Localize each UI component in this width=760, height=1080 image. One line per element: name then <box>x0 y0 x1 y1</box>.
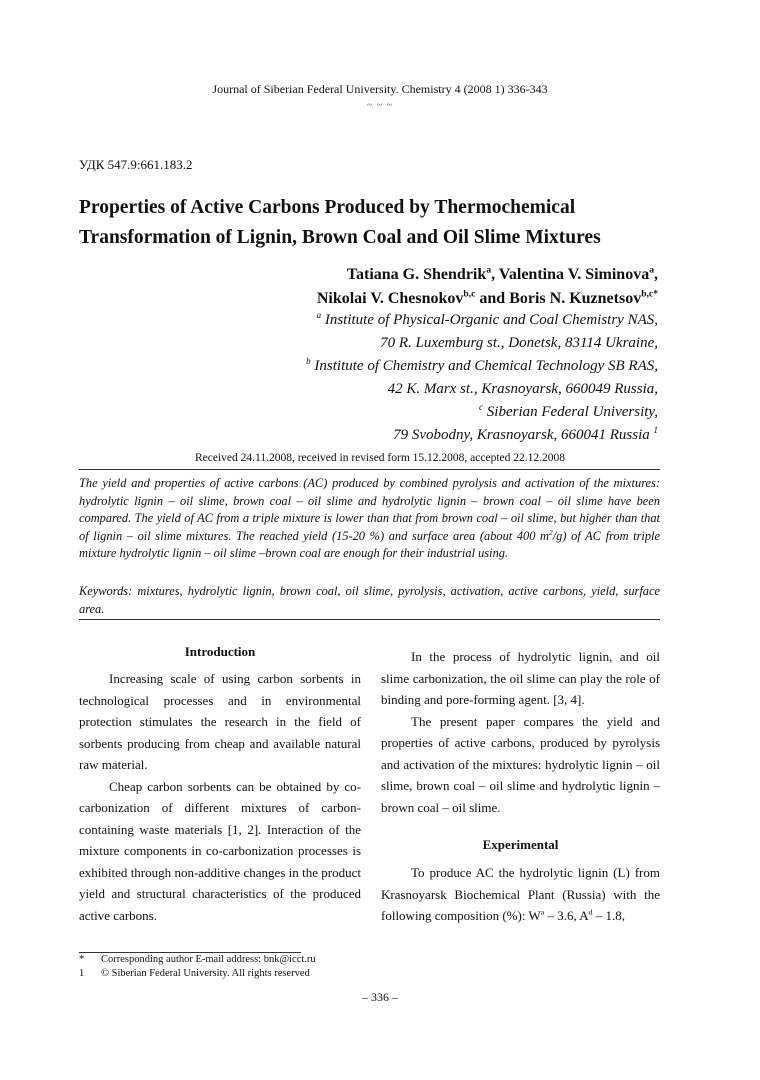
author-list <box>317 263 658 311</box>
affiliation-line <box>306 309 658 332</box>
journal-header: Journal of Siberian Federal University. Chemistry 4 (2008 1) 336-343 <box>212 82 548 96</box>
affiliation-list <box>306 309 658 447</box>
footnote-mark: * <box>79 954 85 965</box>
footnote <box>79 953 316 967</box>
left-column <box>79 642 361 926</box>
author-name: Tatiana G. Shendrik <box>346 266 487 283</box>
affiliation-text: 79 Svobodny, Krasnoyarsk, 660041 Russia <box>393 427 650 443</box>
udk-code: УДК 547.9:661.183.2 <box>79 157 193 172</box>
abstract-top-rule <box>79 469 660 470</box>
paragraph-text: – 1.8, <box>592 908 626 923</box>
abstract <box>79 475 660 563</box>
affil-mark: c <box>479 402 484 412</box>
author-affil-mark: a <box>649 264 654 276</box>
footnote <box>79 967 316 981</box>
affil-mark: b <box>306 356 311 366</box>
affiliation-text: Siberian Federal University, <box>486 404 658 420</box>
paragraph-text: – 3.6, A <box>544 908 589 923</box>
abstract-bottom-rule <box>79 619 660 620</box>
abstract-sup: 2 <box>548 527 553 537</box>
author-line <box>317 263 658 287</box>
author-name: Valentina V. Siminova <box>498 266 650 283</box>
title-line: Properties of Active Carbons Produced by Thermochemical <box>79 197 576 218</box>
paragraph: Increasing scale of using carbon sorbents in technological processes and in environmental protection stimulates the research in the field of sorbents producing from cheap and available natural raw material. <box>79 671 361 772</box>
author-affil-mark: b,c* <box>641 288 658 300</box>
author-name: Boris N. Kuznetsov <box>509 290 642 307</box>
paragraph <box>381 862 660 927</box>
affiliation-line <box>306 424 658 447</box>
paragraph: The present paper compares the yield and properties of active carbons, produced by pyrolysis and activation of the mixtures: hydrolytic lignin – oil slime, brown coal – oil slime and hydrolytic lignin – brown coal – oil slime. <box>381 713 660 815</box>
author-separator: and <box>475 290 510 307</box>
footnote-text: Corresponding author E-mail address: bnk@icct.ru <box>101 954 316 965</box>
footnote-mark: 1 <box>79 968 85 979</box>
affiliation-text: Institute of Physical-Organic and Coal Chemistry NAS, <box>324 312 658 328</box>
affiliation-line <box>306 401 658 424</box>
paragraph-sup: d <box>588 907 593 917</box>
keywords: Keywords: mixtures, hydrolytic lignin, brown coal, oil slime, pyrolysis, activation, active carbons, yield, surface area. <box>79 584 660 616</box>
received-dates: Received 24.11.2008, received in revised form 15.12.2008, accepted 22.12.2008 <box>194 452 566 464</box>
affil-mark: a <box>316 310 322 320</box>
author-name: Nikolai V. Chesnokov <box>316 290 464 307</box>
affiliation-line: 70 R. Luxemburg st., Donetsk, 83114 Ukraine, <box>380 335 658 351</box>
right-column <box>381 646 660 927</box>
page-number: – 336 – <box>362 990 398 1004</box>
title-line: Transformation of Lignin, Brown Coal and Oil Slime Mixtures <box>79 227 601 248</box>
paper-title <box>79 193 679 253</box>
paragraph: Cheap carbon sorbents can be obtained by co-carbonization of different mixtures of carbon-containing waste materials [1, 2]. Interaction of the mixture components in co-carbonization processes is exhibited through non-additive changes in the product yield and structural characteristics of the produced active carbons. <box>79 778 361 923</box>
author-affil-mark: a <box>486 264 492 276</box>
paragraph: In the process of hydrolytic lignin, and oil slime carbonization, the oil slime can play the role of binding and pore-forming agent. [3, 4]. <box>381 649 660 707</box>
paragraph-sup: a <box>540 907 545 917</box>
author-separator: , <box>491 266 499 283</box>
author-line <box>317 287 658 311</box>
paragraph-text: To produce AC the hydrolytic lignin (L) from Krasnoyarsk Biochemical Plant (Russia) with the following composition (%): W <box>381 865 660 923</box>
header-ornament: ~ ~ ~ <box>366 100 394 111</box>
author-separator: , <box>654 266 658 283</box>
footnotes <box>79 953 316 981</box>
affiliation-text: Institute of Chemistry and Chemical Technology SB RAS, <box>314 358 658 374</box>
abstract-text: The yield and properties of active carbons (AC) produced by combined pyrolysis and activation of the mixtures: hydrolytic lignin – oil slime, brown coal – oil slime and hydrolytic lignin – brown coal – oil slime have been compared. The yield of AC from a triple mixture is lower than that from brown coal – oil slime, but higher than that of lignin – oil slime mixtures. The reached yield (15-20 %) and surface area (about 400 m <box>79 476 660 543</box>
affiliation-line: 42 K. Marx st., Krasnoyarsk, 660049 Russia, <box>387 381 658 397</box>
footnote-text: © Siberian Federal University. All rights reserved <box>101 968 310 979</box>
affiliation-line <box>306 355 658 378</box>
author-affil-mark: b,c <box>463 288 476 300</box>
abstract-text: /g) of AC from triple mixture hydrolytic lignin – oil slime –brown coal are enough for their industrial using. <box>79 528 660 560</box>
affil-mark: 1 <box>653 425 658 435</box>
section-heading-introduction: Introduction <box>184 644 256 659</box>
section-heading-experimental: Experimental <box>482 837 559 852</box>
